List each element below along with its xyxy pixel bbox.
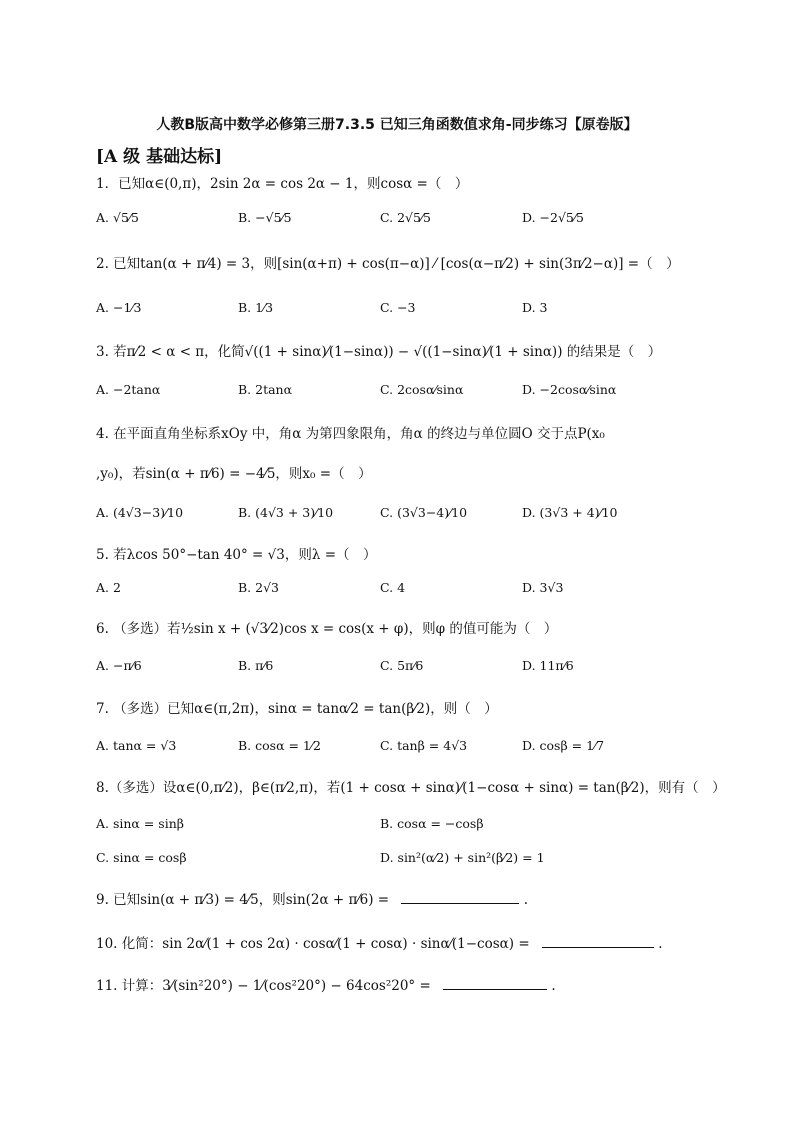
question-6: 6. （多选）若½sin x + (√3⁄2)cos x = cos(x + φ)，则φ 的值可能为（ ） [96, 621, 558, 637]
q4-option-b: B. (4√3 + 3)⁄10 [238, 505, 334, 520]
q8-option-b: B. cosα = −cosβ [380, 816, 484, 831]
section-heading: [A 级 基础达标] [96, 147, 223, 167]
q6-option-d: D. 11π⁄6 [522, 658, 574, 673]
q4-option-d: D. (3√3 + 4)⁄10 [522, 505, 618, 520]
q3-option-a: A. −2tanα [96, 382, 161, 397]
q4-option-a: A. (4√3−3)⁄10 [96, 505, 184, 520]
q7-option-a: A. tanα = √3 [96, 738, 177, 753]
q2-option-b: B. 1⁄3 [238, 300, 274, 315]
q10-answer-blank[interactable] [542, 935, 654, 948]
q9-stem: 9. 已知sin(α + π⁄3) = 4⁄5，则sin(2α + π⁄6) = [96, 892, 390, 908]
q9-period: . [523, 892, 528, 908]
question-3: 3. 若π⁄2 < α < π，化简√((1 + sinα)⁄(1−sinα)) − √((1−sinα)⁄(1 + sinα)) 的结果是（ ） [96, 344, 662, 360]
question-4-continued: ,y₀)，若sin(α + π⁄6) = −4⁄5，则x₀ =（ ） [96, 466, 372, 482]
q1-option-a: A. √5⁄5 [96, 210, 139, 225]
q2-option-a: A. −1⁄3 [96, 300, 142, 315]
q3-option-b: B. 2tanα [238, 382, 293, 397]
q5-option-a: A. 2 [96, 580, 121, 595]
q2-option-d: D. 3 [522, 300, 548, 315]
q3-option-d: D. −2cosα⁄sinα [522, 382, 617, 397]
question-11 [96, 974, 556, 994]
q5-option-d: D. 3√3 [522, 580, 564, 595]
q1-option-b: B. −√5⁄5 [238, 210, 292, 225]
q4-option-c: C. (3√3−4)⁄10 [380, 505, 468, 520]
question-4: 4. 在平面直角坐标系xOy 中，角α 为第四象限角，角α 的终边与单位圆O 交于点P(x₀ [96, 426, 605, 442]
q11-period: . [551, 978, 556, 994]
page-title: 人教B版高中数学必修第三册7.3.5 已知三角函数值求角-同步练习【原卷版】 [156, 117, 638, 133]
question-7: 7. （多选）已知α∈(π,2π)，sinα = tanα⁄2 = tan(β⁄2)，则（ ） [96, 701, 498, 717]
question-9 [96, 888, 528, 908]
q11-answer-blank[interactable] [443, 977, 547, 990]
q7-option-d: D. cosβ = 1⁄7 [522, 738, 605, 753]
q6-option-a: A. −π⁄6 [96, 658, 142, 673]
question-10 [96, 932, 663, 952]
q5-option-b: B. 2√3 [238, 580, 280, 595]
q5-option-c: C. 4 [380, 580, 406, 595]
q3-option-c: C. 2cosα⁄sinα [380, 382, 464, 397]
q7-option-b: B. cosα = 1⁄2 [238, 738, 321, 753]
q1-option-c: C. 2√5⁄5 [380, 210, 431, 225]
q8-option-a: A. sinα = sinβ [96, 816, 184, 831]
q10-period: . [658, 936, 663, 952]
q10-stem: 10. 化简：sin 2α⁄(1 + cos 2α) · cosα⁄(1 + cosα) · sinα⁄(1−cosα) = [96, 936, 530, 952]
question-5: 5. 若λcos 50°−tan 40° = √3，则λ =（ ） [96, 547, 377, 563]
q7-option-c: C. tanβ = 4√3 [380, 738, 468, 753]
question-1: 1．已知α∈(0,π)，2sin 2α = cos 2α − 1，则cosα =（ ） [96, 176, 469, 192]
q6-option-c: C. 5π⁄6 [380, 658, 424, 673]
q6-option-b: B. π⁄6 [238, 658, 274, 673]
question-2: 2. 已知tan(α + π⁄4) = 3，则[sin(α+π) + cos(π−α)] ⁄ [cos(α−π⁄2) + sin(3π⁄2−α)] =（ ） [96, 256, 680, 272]
q8-option-c: C. sinα = cosβ [96, 850, 187, 865]
q11-stem: 11. 计算：3⁄(sin²20°) − 1⁄(cos²20°) − 64cos²20° = [96, 978, 431, 994]
q8-option-d: D. sin²(α⁄2) + sin²(β⁄2) = 1 [380, 850, 545, 865]
q9-answer-blank[interactable] [401, 891, 519, 904]
q1-option-d: D. −2√5⁄5 [522, 210, 584, 225]
question-8: 8.（多选）设α∈(0,π⁄2)，β∈(π⁄2,π)，若(1 + cosα + sinα)⁄(1−cosα + sinα) = tan(β⁄2)，则有（ ） [96, 780, 726, 796]
q2-option-c: C. −3 [380, 300, 416, 315]
